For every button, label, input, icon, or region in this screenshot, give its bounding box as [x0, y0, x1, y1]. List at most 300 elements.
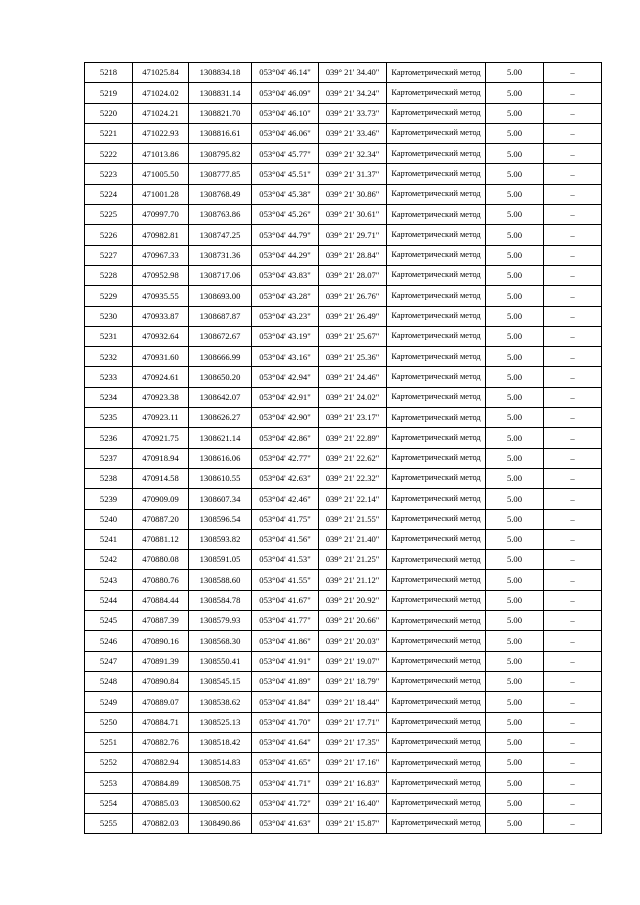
- note-cell: –: [544, 631, 602, 651]
- y-coordinate-cell: 1308777.85: [189, 164, 252, 184]
- accuracy-cell: 5.00: [486, 509, 544, 529]
- table-row: [85, 611, 602, 631]
- x-coordinate-cell: 470932.64: [133, 326, 189, 346]
- note-cell: –: [544, 326, 602, 346]
- point-number-cell: 5245: [85, 611, 133, 631]
- note-cell: –: [544, 347, 602, 367]
- x-coordinate-cell: 470882.76: [133, 732, 189, 752]
- x-coordinate-cell: 470914.58: [133, 468, 189, 488]
- method-cell: Картометрический метод: [387, 408, 486, 428]
- y-coordinate-cell: 1308490.86: [189, 813, 252, 833]
- note-cell: –: [544, 753, 602, 773]
- table-row: [85, 306, 602, 326]
- accuracy-cell: 5.00: [486, 408, 544, 428]
- point-number-cell: 5241: [85, 529, 133, 549]
- accuracy-cell: 5.00: [486, 428, 544, 448]
- y-coordinate-cell: 1308593.82: [189, 529, 252, 549]
- point-number-cell: 5242: [85, 550, 133, 570]
- table-row: [85, 408, 602, 428]
- table-row: [85, 205, 602, 225]
- y-coordinate-cell: 1308588.60: [189, 570, 252, 590]
- accuracy-cell: 5.00: [486, 164, 544, 184]
- point-number-cell: 5224: [85, 184, 133, 204]
- longitude-cell: 039° 21' 20.92": [319, 590, 387, 610]
- accuracy-cell: 5.00: [486, 205, 544, 225]
- y-coordinate-cell: 1308610.55: [189, 468, 252, 488]
- y-coordinate-cell: 1308514.83: [189, 753, 252, 773]
- note-cell: –: [544, 671, 602, 691]
- accuracy-cell: 5.00: [486, 245, 544, 265]
- x-coordinate-cell: 470887.20: [133, 509, 189, 529]
- latitude-cell: 053°04' 41.91": [252, 651, 319, 671]
- y-coordinate-cell: 1308650.20: [189, 367, 252, 387]
- latitude-cell: 053°04' 41.72": [252, 793, 319, 813]
- longitude-cell: 039° 21' 16.83": [319, 773, 387, 793]
- latitude-cell: 053°04' 41.70": [252, 712, 319, 732]
- latitude-cell: 053°04' 41.86": [252, 631, 319, 651]
- y-coordinate-cell: 1308626.27: [189, 408, 252, 428]
- note-cell: –: [544, 184, 602, 204]
- x-coordinate-cell: 470884.44: [133, 590, 189, 610]
- table-row: [85, 570, 602, 590]
- accuracy-cell: 5.00: [486, 103, 544, 123]
- table-row: [85, 387, 602, 407]
- method-cell: Картометрический метод: [387, 63, 486, 83]
- accuracy-cell: 5.00: [486, 326, 544, 346]
- y-coordinate-cell: 1308795.82: [189, 144, 252, 164]
- y-coordinate-cell: 1308834.18: [189, 63, 252, 83]
- longitude-cell: 039° 21' 30.61": [319, 205, 387, 225]
- point-number-cell: 5253: [85, 773, 133, 793]
- point-number-cell: 5225: [85, 205, 133, 225]
- x-coordinate-cell: 470890.84: [133, 671, 189, 691]
- x-coordinate-cell: 470885.03: [133, 793, 189, 813]
- table-body: [85, 63, 602, 834]
- method-cell: Картометрический метод: [387, 712, 486, 732]
- longitude-cell: 039° 21' 31.37": [319, 164, 387, 184]
- point-number-cell: 5255: [85, 813, 133, 833]
- latitude-cell: 053°04' 46.10": [252, 103, 319, 123]
- method-cell: Картометрический метод: [387, 205, 486, 225]
- table-row: [85, 712, 602, 732]
- y-coordinate-cell: 1308731.36: [189, 245, 252, 265]
- note-cell: –: [544, 144, 602, 164]
- method-cell: Картометрический метод: [387, 144, 486, 164]
- longitude-cell: 039° 21' 21.55": [319, 509, 387, 529]
- y-coordinate-cell: 1308584.78: [189, 590, 252, 610]
- x-coordinate-cell: 470890.16: [133, 631, 189, 651]
- method-cell: Картометрический метод: [387, 753, 486, 773]
- table-row: [85, 184, 602, 204]
- longitude-cell: 039° 21' 22.14": [319, 489, 387, 509]
- latitude-cell: 053°04' 45.51": [252, 164, 319, 184]
- longitude-cell: 039° 21' 17.71": [319, 712, 387, 732]
- accuracy-cell: 5.00: [486, 611, 544, 631]
- note-cell: –: [544, 448, 602, 468]
- note-cell: –: [544, 712, 602, 732]
- x-coordinate-cell: 471013.86: [133, 144, 189, 164]
- x-coordinate-cell: 470909.09: [133, 489, 189, 509]
- latitude-cell: 053°04' 44.79": [252, 225, 319, 245]
- point-number-cell: 5223: [85, 164, 133, 184]
- point-number-cell: 5254: [85, 793, 133, 813]
- point-number-cell: 5226: [85, 225, 133, 245]
- accuracy-cell: 5.00: [486, 570, 544, 590]
- point-number-cell: 5218: [85, 63, 133, 83]
- method-cell: Картометрический метод: [387, 651, 486, 671]
- accuracy-cell: 5.00: [486, 793, 544, 813]
- y-coordinate-cell: 1308816.61: [189, 123, 252, 143]
- method-cell: Картометрический метод: [387, 489, 486, 509]
- method-cell: Картометрический метод: [387, 793, 486, 813]
- note-cell: –: [544, 408, 602, 428]
- accuracy-cell: 5.00: [486, 732, 544, 752]
- longitude-cell: 039° 21' 15.87": [319, 813, 387, 833]
- latitude-cell: 053°04' 42.86": [252, 428, 319, 448]
- method-cell: Картометрический метод: [387, 468, 486, 488]
- table-row: [85, 468, 602, 488]
- x-coordinate-cell: 470923.11: [133, 408, 189, 428]
- longitude-cell: 039° 21' 28.84": [319, 245, 387, 265]
- latitude-cell: 053°04' 44.29": [252, 245, 319, 265]
- point-number-cell: 5243: [85, 570, 133, 590]
- method-cell: Картометрический метод: [387, 428, 486, 448]
- coordinates-table: [84, 62, 602, 834]
- table-row: [85, 651, 602, 671]
- longitude-cell: 039° 21' 26.76": [319, 286, 387, 306]
- longitude-cell: 039° 21' 22.62": [319, 448, 387, 468]
- table-row: [85, 83, 602, 103]
- note-cell: –: [544, 773, 602, 793]
- longitude-cell: 039° 21' 33.46": [319, 123, 387, 143]
- note-cell: –: [544, 387, 602, 407]
- latitude-cell: 053°04' 41.89": [252, 671, 319, 691]
- point-number-cell: 5248: [85, 671, 133, 691]
- y-coordinate-cell: 1308642.07: [189, 387, 252, 407]
- accuracy-cell: 5.00: [486, 631, 544, 651]
- note-cell: –: [544, 367, 602, 387]
- x-coordinate-cell: 470982.81: [133, 225, 189, 245]
- note-cell: –: [544, 509, 602, 529]
- x-coordinate-cell: 470891.39: [133, 651, 189, 671]
- longitude-cell: 039° 21' 34.40": [319, 63, 387, 83]
- point-number-cell: 5234: [85, 387, 133, 407]
- point-number-cell: 5249: [85, 692, 133, 712]
- point-number-cell: 5252: [85, 753, 133, 773]
- x-coordinate-cell: 470880.08: [133, 550, 189, 570]
- latitude-cell: 053°04' 42.63": [252, 468, 319, 488]
- latitude-cell: 053°04' 43.16": [252, 347, 319, 367]
- latitude-cell: 053°04' 41.75": [252, 509, 319, 529]
- longitude-cell: 039° 21' 18.44": [319, 692, 387, 712]
- longitude-cell: 039° 21' 17.16": [319, 753, 387, 773]
- table-row: [85, 123, 602, 143]
- point-number-cell: 5238: [85, 468, 133, 488]
- x-coordinate-cell: 470881.12: [133, 529, 189, 549]
- latitude-cell: 053°04' 43.28": [252, 286, 319, 306]
- note-cell: –: [544, 428, 602, 448]
- x-coordinate-cell: 470997.70: [133, 205, 189, 225]
- point-number-cell: 5244: [85, 590, 133, 610]
- note-cell: –: [544, 590, 602, 610]
- method-cell: Картометрический метод: [387, 692, 486, 712]
- y-coordinate-cell: 1308763.86: [189, 205, 252, 225]
- latitude-cell: 053°04' 42.94": [252, 367, 319, 387]
- y-coordinate-cell: 1308596.54: [189, 509, 252, 529]
- latitude-cell: 053°04' 41.77": [252, 611, 319, 631]
- x-coordinate-cell: 470967.33: [133, 245, 189, 265]
- table-row: [85, 164, 602, 184]
- table-row: [85, 509, 602, 529]
- method-cell: Картометрический метод: [387, 123, 486, 143]
- accuracy-cell: 5.00: [486, 753, 544, 773]
- point-number-cell: 5229: [85, 286, 133, 306]
- method-cell: Картометрический метод: [387, 509, 486, 529]
- note-cell: –: [544, 103, 602, 123]
- table-row: [85, 265, 602, 285]
- method-cell: Картометрический метод: [387, 732, 486, 752]
- table-row: [85, 631, 602, 651]
- y-coordinate-cell: 1308672.67: [189, 326, 252, 346]
- accuracy-cell: 5.00: [486, 83, 544, 103]
- longitude-cell: 039° 21' 16.40": [319, 793, 387, 813]
- method-cell: Картометрический метод: [387, 387, 486, 407]
- point-number-cell: 5228: [85, 265, 133, 285]
- latitude-cell: 053°04' 46.09": [252, 83, 319, 103]
- longitude-cell: 039° 21' 25.67": [319, 326, 387, 346]
- longitude-cell: 039° 21' 33.73": [319, 103, 387, 123]
- table-row: [85, 245, 602, 265]
- note-cell: –: [544, 793, 602, 813]
- longitude-cell: 039° 21' 24.46": [319, 367, 387, 387]
- accuracy-cell: 5.00: [486, 144, 544, 164]
- x-coordinate-cell: 471024.02: [133, 83, 189, 103]
- x-coordinate-cell: 470884.71: [133, 712, 189, 732]
- note-cell: –: [544, 306, 602, 326]
- latitude-cell: 053°04' 42.77": [252, 448, 319, 468]
- y-coordinate-cell: 1308693.00: [189, 286, 252, 306]
- accuracy-cell: 5.00: [486, 550, 544, 570]
- y-coordinate-cell: 1308666.99: [189, 347, 252, 367]
- table-row: [85, 144, 602, 164]
- y-coordinate-cell: 1308621.14: [189, 428, 252, 448]
- method-cell: Картометрический метод: [387, 773, 486, 793]
- method-cell: Картометрический метод: [387, 83, 486, 103]
- accuracy-cell: 5.00: [486, 448, 544, 468]
- point-number-cell: 5239: [85, 489, 133, 509]
- point-number-cell: 5250: [85, 712, 133, 732]
- longitude-cell: 039° 21' 25.36": [319, 347, 387, 367]
- accuracy-cell: 5.00: [486, 306, 544, 326]
- x-coordinate-cell: 470952.98: [133, 265, 189, 285]
- note-cell: –: [544, 164, 602, 184]
- accuracy-cell: 5.00: [486, 63, 544, 83]
- point-number-cell: 5240: [85, 509, 133, 529]
- table-row: [85, 692, 602, 712]
- latitude-cell: 053°04' 42.46": [252, 489, 319, 509]
- longitude-cell: 039° 21' 24.02": [319, 387, 387, 407]
- method-cell: Картометрический метод: [387, 631, 486, 651]
- longitude-cell: 039° 21' 21.25": [319, 550, 387, 570]
- x-coordinate-cell: 471005.50: [133, 164, 189, 184]
- y-coordinate-cell: 1308525.13: [189, 712, 252, 732]
- point-number-cell: 5221: [85, 123, 133, 143]
- point-number-cell: 5236: [85, 428, 133, 448]
- note-cell: –: [544, 83, 602, 103]
- longitude-cell: 039° 21' 30.86": [319, 184, 387, 204]
- point-number-cell: 5232: [85, 347, 133, 367]
- latitude-cell: 053°04' 46.14": [252, 63, 319, 83]
- longitude-cell: 039° 21' 34.24": [319, 83, 387, 103]
- accuracy-cell: 5.00: [486, 590, 544, 610]
- point-number-cell: 5251: [85, 732, 133, 752]
- table-row: [85, 489, 602, 509]
- longitude-cell: 039° 21' 28.07": [319, 265, 387, 285]
- longitude-cell: 039° 21' 20.66": [319, 611, 387, 631]
- point-number-cell: 5230: [85, 306, 133, 326]
- x-coordinate-cell: 471025.84: [133, 63, 189, 83]
- y-coordinate-cell: 1308591.05: [189, 550, 252, 570]
- note-cell: –: [544, 468, 602, 488]
- latitude-cell: 053°04' 43.23": [252, 306, 319, 326]
- accuracy-cell: 5.00: [486, 468, 544, 488]
- longitude-cell: 039° 21' 23.17": [319, 408, 387, 428]
- note-cell: –: [544, 732, 602, 752]
- note-cell: –: [544, 550, 602, 570]
- note-cell: –: [544, 651, 602, 671]
- x-coordinate-cell: 470889.07: [133, 692, 189, 712]
- longitude-cell: 039° 21' 26.49": [319, 306, 387, 326]
- latitude-cell: 053°04' 41.63": [252, 813, 319, 833]
- note-cell: –: [544, 63, 602, 83]
- table-row: [85, 448, 602, 468]
- table-row: [85, 671, 602, 691]
- accuracy-cell: 5.00: [486, 286, 544, 306]
- point-number-cell: 5219: [85, 83, 133, 103]
- note-cell: –: [544, 570, 602, 590]
- y-coordinate-cell: 1308717.06: [189, 265, 252, 285]
- point-number-cell: 5227: [85, 245, 133, 265]
- table-row: [85, 813, 602, 833]
- latitude-cell: 053°04' 41.55": [252, 570, 319, 590]
- y-coordinate-cell: 1308831.14: [189, 83, 252, 103]
- method-cell: Картометрический метод: [387, 164, 486, 184]
- accuracy-cell: 5.00: [486, 123, 544, 143]
- method-cell: Картометрический метод: [387, 448, 486, 468]
- table-row: [85, 103, 602, 123]
- y-coordinate-cell: 1308568.30: [189, 631, 252, 651]
- accuracy-cell: 5.00: [486, 651, 544, 671]
- longitude-cell: 039° 21' 17.35": [319, 732, 387, 752]
- latitude-cell: 053°04' 42.90": [252, 408, 319, 428]
- point-number-cell: 5231: [85, 326, 133, 346]
- y-coordinate-cell: 1308500.62: [189, 793, 252, 813]
- y-coordinate-cell: 1308687.87: [189, 306, 252, 326]
- method-cell: Картометрический метод: [387, 245, 486, 265]
- accuracy-cell: 5.00: [486, 489, 544, 509]
- x-coordinate-cell: 470931.60: [133, 347, 189, 367]
- accuracy-cell: 5.00: [486, 367, 544, 387]
- y-coordinate-cell: 1308747.25: [189, 225, 252, 245]
- x-coordinate-cell: 470882.03: [133, 813, 189, 833]
- longitude-cell: 039° 21' 20.03": [319, 631, 387, 651]
- latitude-cell: 053°04' 41.67": [252, 590, 319, 610]
- note-cell: –: [544, 205, 602, 225]
- point-number-cell: 5222: [85, 144, 133, 164]
- x-coordinate-cell: 470933.87: [133, 306, 189, 326]
- method-cell: Картометрический метод: [387, 326, 486, 346]
- latitude-cell: 053°04' 45.77": [252, 144, 319, 164]
- y-coordinate-cell: 1308616.06: [189, 448, 252, 468]
- accuracy-cell: 5.00: [486, 529, 544, 549]
- accuracy-cell: 5.00: [486, 773, 544, 793]
- y-coordinate-cell: 1308579.93: [189, 611, 252, 631]
- latitude-cell: 053°04' 41.71": [252, 773, 319, 793]
- table-row: [85, 773, 602, 793]
- table-row: [85, 367, 602, 387]
- method-cell: Картометрический метод: [387, 570, 486, 590]
- table-row: [85, 753, 602, 773]
- accuracy-cell: 5.00: [486, 671, 544, 691]
- accuracy-cell: 5.00: [486, 184, 544, 204]
- longitude-cell: 039° 21' 18.79": [319, 671, 387, 691]
- latitude-cell: 053°04' 41.53": [252, 550, 319, 570]
- accuracy-cell: 5.00: [486, 265, 544, 285]
- x-coordinate-cell: 471024.21: [133, 103, 189, 123]
- point-number-cell: 5220: [85, 103, 133, 123]
- note-cell: –: [544, 813, 602, 833]
- x-coordinate-cell: 470887.39: [133, 611, 189, 631]
- note-cell: –: [544, 692, 602, 712]
- y-coordinate-cell: 1308821.70: [189, 103, 252, 123]
- method-cell: Картометрический метод: [387, 550, 486, 570]
- table-row: [85, 590, 602, 610]
- note-cell: –: [544, 123, 602, 143]
- latitude-cell: 053°04' 43.83": [252, 265, 319, 285]
- point-number-cell: 5246: [85, 631, 133, 651]
- latitude-cell: 053°04' 41.84": [252, 692, 319, 712]
- note-cell: –: [544, 245, 602, 265]
- table-row: [85, 428, 602, 448]
- table-row: [85, 529, 602, 549]
- longitude-cell: 039° 21' 21.40": [319, 529, 387, 549]
- x-coordinate-cell: 470935.55: [133, 286, 189, 306]
- method-cell: Картометрический метод: [387, 286, 486, 306]
- latitude-cell: 053°04' 43.19": [252, 326, 319, 346]
- y-coordinate-cell: 1308550.41: [189, 651, 252, 671]
- point-number-cell: 5235: [85, 408, 133, 428]
- method-cell: Картометрический метод: [387, 529, 486, 549]
- y-coordinate-cell: 1308538.62: [189, 692, 252, 712]
- latitude-cell: 053°04' 45.38": [252, 184, 319, 204]
- y-coordinate-cell: 1308768.49: [189, 184, 252, 204]
- table-row: [85, 347, 602, 367]
- y-coordinate-cell: 1308607.34: [189, 489, 252, 509]
- x-coordinate-cell: 470921.75: [133, 428, 189, 448]
- longitude-cell: 039° 21' 32.34": [319, 144, 387, 164]
- method-cell: Картометрический метод: [387, 611, 486, 631]
- note-cell: –: [544, 225, 602, 245]
- method-cell: Картометрический метод: [387, 184, 486, 204]
- x-coordinate-cell: 471001.28: [133, 184, 189, 204]
- point-number-cell: 5237: [85, 448, 133, 468]
- x-coordinate-cell: 471022.93: [133, 123, 189, 143]
- method-cell: Картометрический метод: [387, 671, 486, 691]
- note-cell: –: [544, 286, 602, 306]
- accuracy-cell: 5.00: [486, 347, 544, 367]
- accuracy-cell: 5.00: [486, 813, 544, 833]
- accuracy-cell: 5.00: [486, 225, 544, 245]
